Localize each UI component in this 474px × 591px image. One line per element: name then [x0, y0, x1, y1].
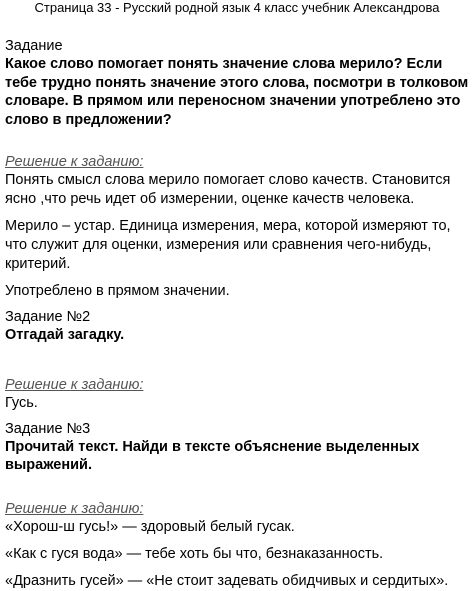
solution1-paragraph-2: Мерило – устар. Единица измерения, мера, которой измеряют то, что служит для оценки, измерения или сравнения чего-нибудь, критерий.	[5, 218, 451, 272]
document-content	[5, 37, 469, 591]
page-header: Страница 33 - Русский родной язык 4 класс учебник Александрова	[34, 0, 440, 15]
task3-label: Задание №3	[5, 420, 91, 437]
solution1-paragraph-3: Употреблено в прямом значении.	[5, 283, 230, 299]
solution3-item-2: «Как с гуся вода» — тебе хоть бы что, безнаказанность.	[5, 545, 384, 562]
task3-text: Прочитай текст. Найди в тексте объяснение выделенных выражений.	[5, 438, 420, 473]
solution3-label: Решение к заданию:	[5, 500, 144, 517]
task1-label: Задание	[5, 38, 63, 54]
solution2-text: Гусь.	[5, 394, 38, 411]
solution3-item-3: «Дразнить гусей» — «Не стоит задевать обидчивых и сердитых».	[5, 572, 449, 589]
task1-text: Какое слово помогает понять значение слова мерило? Если тебе трудно понять значение этого слова, посмотри в толковом словаре. В прямом или переносном значении употреблено это слово в предложении?	[5, 56, 469, 128]
solution1-paragraph-1: Понять смысл слова мерило помогает слово качеств. Становится ясно ,что речь идет об измерении, оценке качеств человека.	[5, 172, 451, 207]
solution3-item-1: «Хорош-ш гусь!» — здоровый белый гусак.	[5, 518, 295, 535]
solution2-label: Решение к заданию:	[5, 376, 144, 393]
solution1-label: Решение к заданию:	[5, 154, 144, 170]
task2-label: Задание №2	[5, 309, 91, 325]
task2-text: Отгадай загадку.	[5, 327, 125, 343]
